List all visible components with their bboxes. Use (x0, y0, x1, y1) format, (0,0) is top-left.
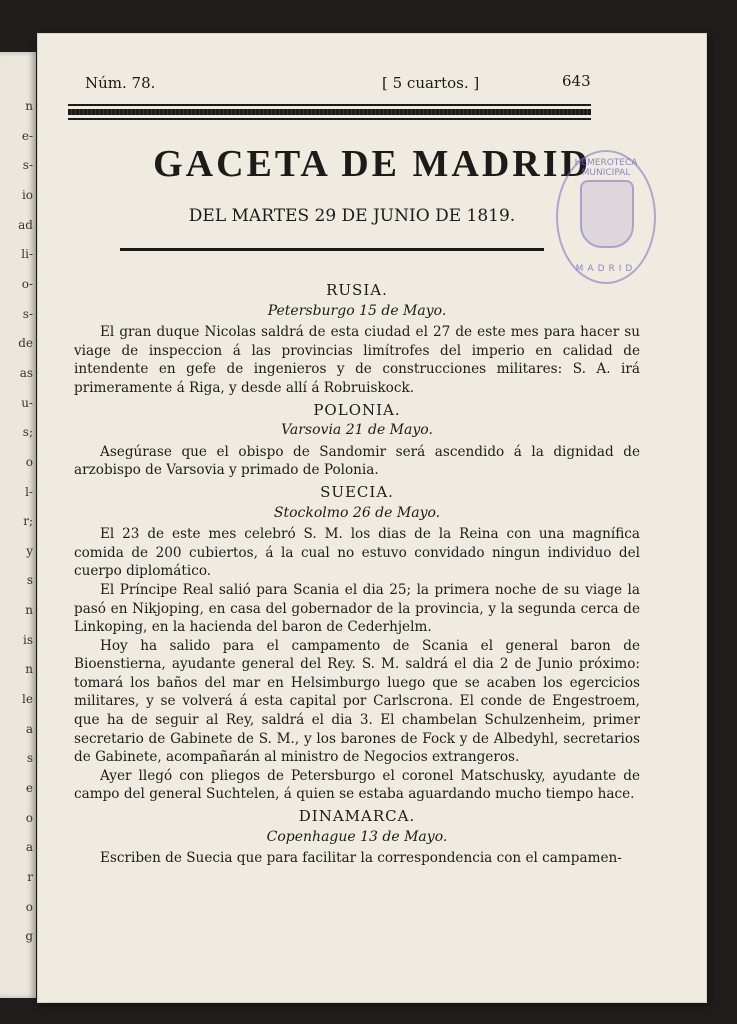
facing-page-fragment: a (25, 840, 33, 855)
facing-page-fragment: de (18, 336, 33, 351)
paragraph: El gran duque Nicolas saldrá de esta ciudad el 27 de este mes para hacer su viage de inspeccion á las provincias limítrofes del imperio en calidad de intendente en gefe de ingenieros y de construcciones militares: S. A. irá primeramente á Riga, y desde allí á Robruiskock. (74, 324, 640, 396)
paragraph: Ayer llegó con pliegos de Petersburgo el coronel Matschusky, ayudante de campo del general Suchtelen, á quien se estaba aguardando mucho tiempo hace. (74, 767, 640, 803)
facing-page-fragment: s; (22, 425, 33, 440)
section-heading: POLONIA. (313, 400, 401, 419)
section-sweden (74, 483, 640, 804)
facing-page-fragment: s- (22, 306, 33, 321)
facing-page-fragment: as (19, 365, 33, 380)
facing-page-fragment: n (25, 603, 33, 618)
page-number: 643 (562, 72, 591, 90)
masthead-title: GACETA DE MADRID (153, 143, 591, 185)
dateline: Stockolmo 26 de Mayo. (273, 504, 441, 521)
facing-page-fragment: is (23, 632, 33, 647)
facing-page-fragment: ad (18, 217, 33, 232)
dateline: Varsovia 21 de Mayo. (281, 422, 433, 439)
section-heading: SUECIA. (320, 482, 394, 501)
article-body (74, 278, 640, 868)
facing-page-fragment: l- (25, 484, 33, 499)
section-russia (74, 281, 640, 398)
facing-page-fragment: le (22, 692, 33, 707)
section-heading: RUSIA. (326, 281, 388, 299)
facing-page-fragment: n (25, 662, 33, 677)
facing-page-fragment: e- (21, 128, 33, 143)
paragraph: El Príncipe Real salió para Scania el dia 25; la primera noche de su viage la pasó en Nikjoping, en casa del gobernador de la provincia, y la segunda cerca de Linkoping, en la hacienda del baron de Cederhjelm. (74, 581, 640, 636)
issue-number: Núm. 78. (85, 74, 156, 92)
dateline: Copenhague 13 de Mayo. (266, 828, 448, 845)
stamp-top-text: HEMEROTECA MUNICIPAL (574, 158, 638, 178)
paragraph: Asegúrase que el obispo de Sandomir será ascendido á la dignidad de arzobispo de Varsovia y primado de Polonia. (74, 443, 640, 479)
newspaper-page (38, 34, 706, 1002)
facing-page-fragment: g (25, 929, 33, 944)
masthead-rule (120, 248, 544, 251)
paragraph: Hoy ha salido para el campamento de Scania el general baron de Bioenstierna, ayudante general del Rey. S. M. saldrá el dia 2 de Junio próximo: tomará los baños del mar en Helsimburgo luego que se acaben los egercicios militares, y se volverá á esta capital por Carlscrona. El conde de Engestroem, que ha de seguir al Rey, saldrá el dia 3. El chambelan Schulzenheim, primer secretario de Gabinete de S. M., y los barones de Fock y de Albedyhl, secretarios de Gabinete, acompañarán al ministro de Negocios extrangeros. (74, 637, 640, 766)
dateline: Petersburgo 15 de Mayo. (267, 302, 447, 319)
section-heading: DINAMARCA. (298, 807, 416, 826)
facing-page-edge (0, 52, 36, 998)
facing-page-fragment: a (25, 721, 33, 736)
facing-page-fragment: io (21, 187, 33, 202)
header-rule-top (68, 104, 591, 106)
facing-page-fragment: r (27, 870, 33, 885)
header-rule-band (68, 109, 591, 115)
facing-page-fragment: li- (21, 247, 33, 262)
facing-page-fragment: n (25, 99, 33, 113)
library-stamp (556, 150, 656, 284)
facing-page-fragment: e (25, 781, 33, 796)
facing-page-fragment: r; (23, 514, 33, 529)
facing-page-fragment: u- (21, 395, 33, 410)
paragraph: Escriben de Suecia que para facilitar la correspondencia con el campamen- (100, 850, 622, 867)
price-label: [ 5 cuartos. ] (382, 74, 480, 92)
section-poland (74, 401, 640, 480)
facing-page-fragment: o (25, 454, 33, 469)
stamp-crest-icon (580, 180, 634, 248)
paragraph: El 23 de este mes celebró S. M. los dias de la Reina con una magnífica comida de 200 cubiertos, á la cual no estuvo convidado ningun individuo del cuerpo diplomático. (74, 526, 640, 580)
facing-page-fragment: y (26, 543, 33, 558)
section-denmark (74, 807, 640, 868)
facing-page-fragment: s (26, 573, 33, 588)
header-rule-bottom (68, 118, 591, 120)
facing-page-fragment: o (25, 899, 33, 914)
masthead-date: DEL MARTES 29 DE JUNIO DE 1819. (188, 206, 516, 226)
facing-page-fragment: s- (22, 158, 33, 173)
facing-page-fragment: o- (21, 276, 33, 291)
stamp-bottom-text: MADRID (575, 264, 637, 274)
facing-page-fragment: o (25, 810, 33, 825)
facing-page-fragment: s (26, 751, 33, 766)
